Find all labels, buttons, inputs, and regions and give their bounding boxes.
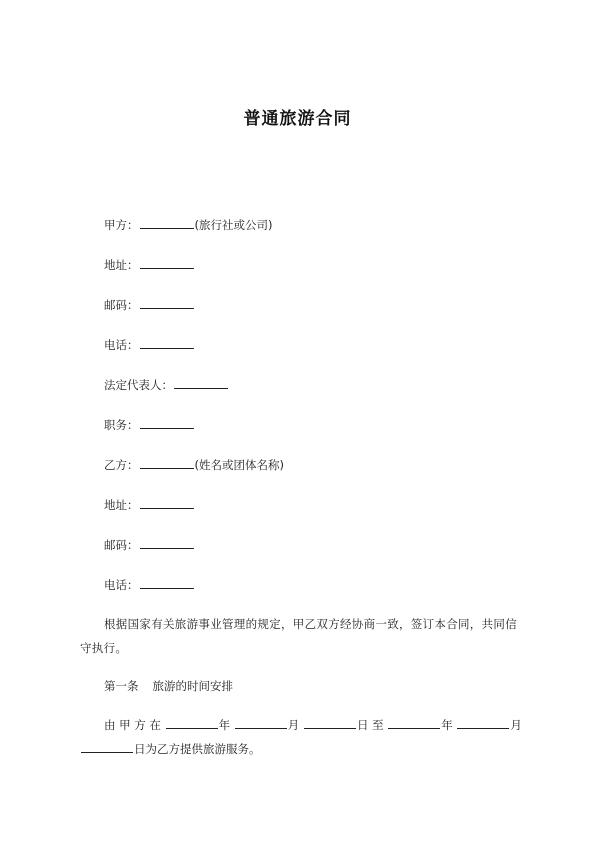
start-month-blank[interactable] bbox=[235, 716, 287, 729]
party-b-phone-label: 电话： bbox=[104, 578, 139, 592]
party-a-blank[interactable] bbox=[140, 216, 194, 229]
party-b-phone-line bbox=[104, 576, 195, 593]
party-b-note: (姓名或团体名称) bbox=[194, 458, 284, 472]
legal-rep-label: 法定代表人： bbox=[104, 378, 173, 392]
party-b-address-blank[interactable] bbox=[140, 496, 194, 509]
position-line bbox=[104, 416, 195, 433]
article-1-heading bbox=[104, 678, 233, 694]
end-month-blank[interactable] bbox=[457, 716, 509, 729]
party-b-address-label: 地址： bbox=[104, 498, 139, 512]
party-a-phone-line bbox=[104, 336, 195, 353]
party-b-postcode-label: 邮码： bbox=[104, 538, 139, 552]
article-1-text-line1 bbox=[104, 716, 522, 733]
article-1-text-end: 日为乙方提供旅游服务。 bbox=[134, 742, 261, 756]
document-title: 普通旅游合同 bbox=[243, 109, 352, 129]
end-day-blank[interactable] bbox=[81, 740, 133, 753]
party-a-address-blank[interactable] bbox=[140, 256, 194, 269]
party-b-address-line bbox=[104, 496, 195, 513]
position-label: 职务： bbox=[104, 418, 139, 432]
party-b-postcode-line bbox=[104, 536, 195, 553]
start-year-blank[interactable] bbox=[166, 716, 218, 729]
article-1-number: 第一条 bbox=[104, 679, 139, 693]
party-a-note: (旅行社或公司) bbox=[194, 218, 273, 232]
party-a-address-line bbox=[104, 256, 195, 273]
end-year-blank[interactable] bbox=[388, 716, 440, 729]
article-1-text-start: 由 甲 方 在 bbox=[104, 718, 161, 732]
party-a-address-label: 地址： bbox=[104, 258, 139, 272]
position-blank[interactable] bbox=[140, 416, 194, 429]
start-year-label: 年 bbox=[218, 718, 231, 732]
start-day-blank[interactable] bbox=[304, 716, 356, 729]
party-b-blank[interactable] bbox=[140, 456, 194, 469]
party-b-postcode-blank[interactable] bbox=[140, 536, 194, 549]
party-a-postcode-label: 邮码： bbox=[104, 298, 139, 312]
party-b-line bbox=[104, 456, 284, 473]
start-month-label: 月 bbox=[287, 718, 300, 732]
party-a-label: 甲方： bbox=[104, 218, 139, 232]
party-a-postcode-blank[interactable] bbox=[140, 296, 194, 309]
end-month-label: 月 bbox=[510, 718, 522, 732]
party-b-label: 乙方： bbox=[104, 458, 139, 472]
end-year-label: 年 bbox=[441, 718, 453, 732]
article-1-text-line2 bbox=[80, 740, 261, 757]
legal-rep-blank[interactable] bbox=[174, 376, 228, 389]
party-a-postcode-line bbox=[104, 296, 195, 313]
party-a-phone-blank[interactable] bbox=[140, 336, 194, 349]
legal-rep-line bbox=[104, 376, 229, 393]
article-1-title: 旅游的时间安排 bbox=[152, 679, 233, 693]
party-a-phone-label: 电话： bbox=[104, 338, 139, 352]
party-b-phone-blank[interactable] bbox=[140, 576, 194, 589]
day-to-label: 日 至 bbox=[356, 718, 384, 732]
intro-paragraph: 根据国家有关旅游事业管理的规定，甲乙双方经协商一致，签订本合同，共同信守执行。 bbox=[80, 617, 517, 655]
party-a-line bbox=[104, 216, 272, 233]
